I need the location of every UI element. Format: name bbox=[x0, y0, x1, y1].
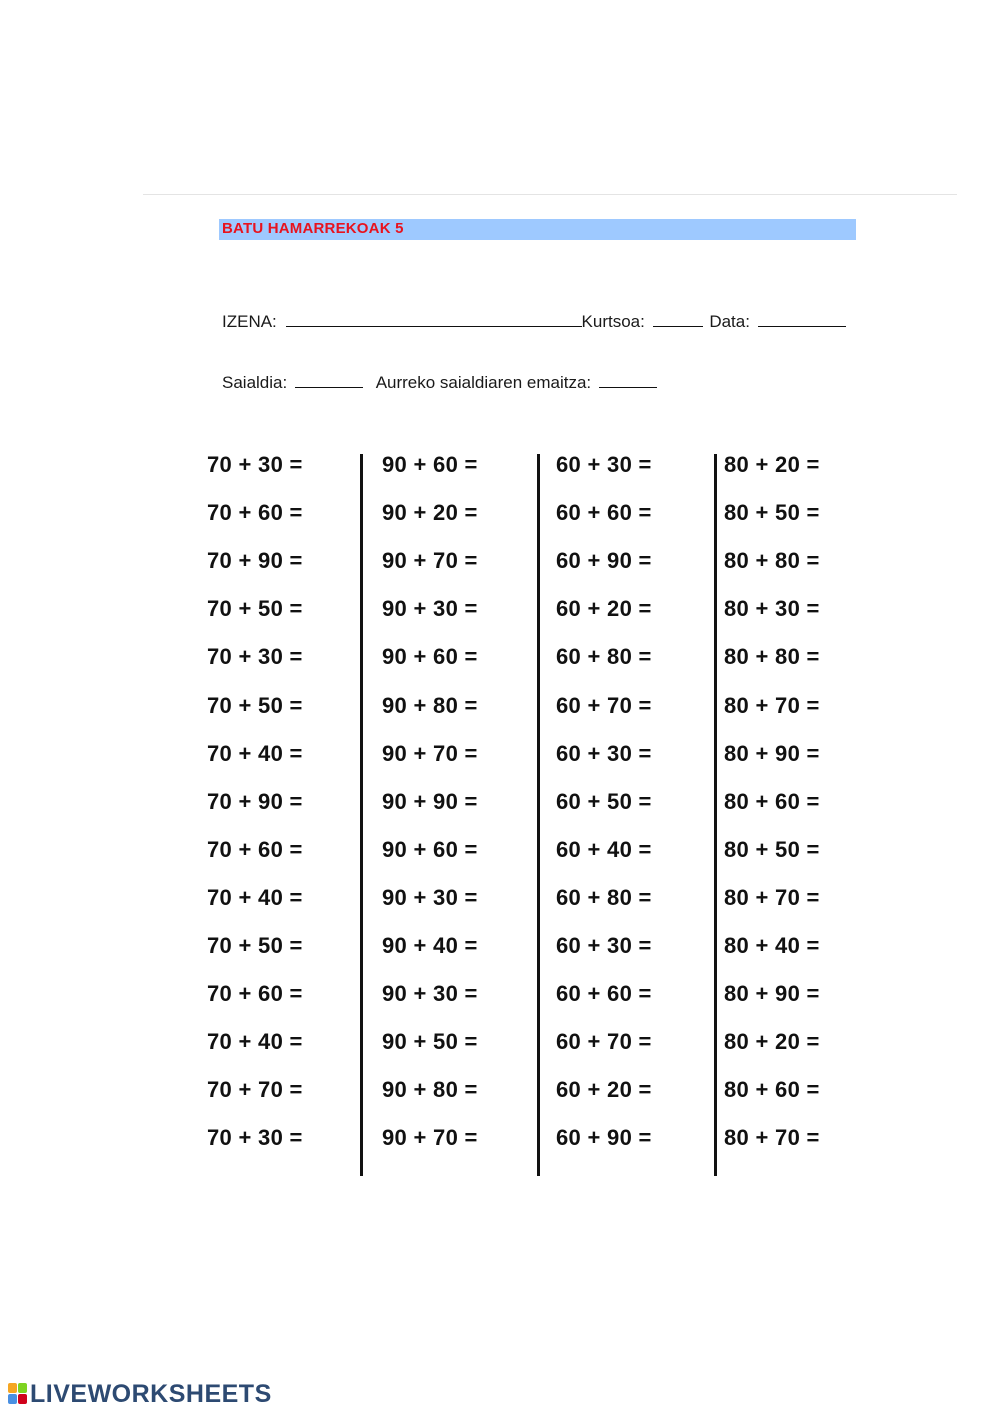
liveworksheets-brand-text: LIVEWORKSHEETS bbox=[30, 1379, 272, 1408]
addition-exercise: 60 + 20 = bbox=[556, 596, 652, 622]
addition-exercise: 90 + 30 = bbox=[382, 981, 478, 1007]
addition-exercise: 90 + 40 = bbox=[382, 933, 478, 958]
addition-exercise: 60 + 30 = bbox=[556, 740, 652, 766]
page-top-rule bbox=[143, 194, 957, 195]
addition-exercise: 70 + 90 = bbox=[207, 788, 303, 814]
worksheet-title: BATU HAMARREKOAK 5 bbox=[222, 220, 404, 237]
addition-exercise: 70 + 60 = bbox=[207, 836, 303, 862]
addition-exercise: 90 + 70 = bbox=[382, 1125, 478, 1151]
addition-exercise: 80 + 20 = bbox=[724, 1029, 820, 1055]
addition-exercise: 90 + 80 = bbox=[382, 692, 478, 718]
addition-exercise: 70 + 30 = bbox=[207, 644, 303, 670]
column-divider bbox=[360, 454, 363, 1176]
addition-exercise: 90 + 60 = bbox=[382, 452, 478, 477]
addition-exercise: 90 + 60 = bbox=[382, 836, 478, 862]
column-divider bbox=[537, 454, 540, 1176]
addition-exercise: 80 + 70 = bbox=[724, 692, 820, 718]
addition-exercise: 90 + 70 = bbox=[382, 740, 478, 766]
addition-exercise: 80 + 80 = bbox=[724, 644, 820, 670]
addition-exercise: 70 + 50 = bbox=[207, 933, 303, 958]
addition-exercise: 80 + 90 = bbox=[724, 740, 820, 766]
addition-exercise: 70 + 40 = bbox=[207, 740, 303, 766]
addition-exercise: 60 + 90 = bbox=[556, 1125, 652, 1151]
addition-exercise: 60 + 20 = bbox=[556, 1077, 652, 1103]
addition-exercise: 80 + 20 = bbox=[724, 452, 820, 477]
addition-exercise: 80 + 40 = bbox=[724, 933, 820, 958]
worksheet-title-bar bbox=[219, 219, 856, 240]
date-field[interactable] bbox=[758, 325, 846, 327]
addition-exercise: 60 + 60 = bbox=[556, 981, 652, 1007]
info-line-session bbox=[222, 373, 657, 393]
addition-exercise: 60 + 70 = bbox=[556, 1029, 652, 1055]
addition-exercise: 60 + 80 = bbox=[556, 644, 652, 670]
addition-exercise: 80 + 70 = bbox=[724, 884, 820, 910]
addition-exercise: 90 + 30 = bbox=[382, 596, 478, 622]
date-label: Data: bbox=[709, 312, 750, 331]
column-divider bbox=[714, 454, 717, 1176]
liveworksheets-logo[interactable] bbox=[8, 1381, 272, 1407]
addition-exercise: 60 + 50 = bbox=[556, 788, 652, 814]
addition-exercise: 60 + 60 = bbox=[556, 500, 652, 526]
addition-exercise: 80 + 60 = bbox=[724, 1077, 820, 1103]
addition-exercise: 80 + 50 = bbox=[724, 836, 820, 862]
prev-result-label: Aurreko saialdiaren emaitza: bbox=[375, 373, 592, 392]
addition-exercise: 80 + 50 = bbox=[724, 500, 820, 526]
addition-exercise: 80 + 70 = bbox=[724, 1125, 820, 1151]
addition-exercise: 70 + 40 = bbox=[207, 884, 303, 910]
session-label: Saialdia: bbox=[222, 373, 288, 392]
addition-exercise: 70 + 40 = bbox=[207, 1029, 303, 1055]
addition-exercise: 80 + 90 = bbox=[724, 981, 820, 1007]
session-field[interactable] bbox=[295, 386, 363, 388]
addition-exercise: 90 + 80 = bbox=[382, 1077, 478, 1103]
addition-exercise: 90 + 50 = bbox=[382, 1029, 478, 1055]
addition-exercise: 90 + 30 = bbox=[382, 884, 478, 910]
course-field[interactable] bbox=[653, 325, 703, 327]
addition-exercise: 80 + 60 = bbox=[724, 788, 820, 814]
addition-exercise: 70 + 30 = bbox=[207, 1125, 303, 1151]
name-field[interactable] bbox=[286, 325, 582, 327]
addition-exercise: 80 + 30 = bbox=[724, 596, 820, 622]
addition-exercise: 80 + 80 = bbox=[724, 548, 820, 574]
addition-exercise: 90 + 90 = bbox=[382, 788, 478, 814]
addition-exercise: 70 + 60 = bbox=[207, 500, 303, 526]
info-line-name-course-date bbox=[222, 312, 846, 332]
course-label: Kurtsoa: bbox=[581, 312, 645, 331]
prev-result-field[interactable] bbox=[599, 386, 657, 388]
addition-exercise: 70 + 30 = bbox=[207, 452, 303, 477]
name-label: IZENA: bbox=[222, 312, 277, 331]
addition-exercise: 90 + 60 = bbox=[382, 644, 478, 670]
addition-exercise: 70 + 90 = bbox=[207, 548, 303, 574]
addition-exercise: 60 + 90 = bbox=[556, 548, 652, 574]
addition-exercise: 60 + 30 = bbox=[556, 933, 652, 958]
addition-exercise: 70 + 50 = bbox=[207, 692, 303, 718]
addition-exercise: 90 + 20 = bbox=[382, 500, 478, 526]
addition-exercise: 90 + 70 = bbox=[382, 548, 478, 574]
addition-exercise: 60 + 40 = bbox=[556, 836, 652, 862]
addition-exercise: 70 + 70 = bbox=[207, 1077, 303, 1103]
liveworksheets-logo-icon bbox=[8, 1383, 28, 1405]
addition-exercise: 70 + 50 = bbox=[207, 596, 303, 622]
addition-exercise: 70 + 60 = bbox=[207, 981, 303, 1007]
addition-exercise: 60 + 30 = bbox=[556, 452, 652, 477]
addition-exercise: 60 + 80 = bbox=[556, 884, 652, 910]
addition-exercise: 60 + 70 = bbox=[556, 692, 652, 718]
